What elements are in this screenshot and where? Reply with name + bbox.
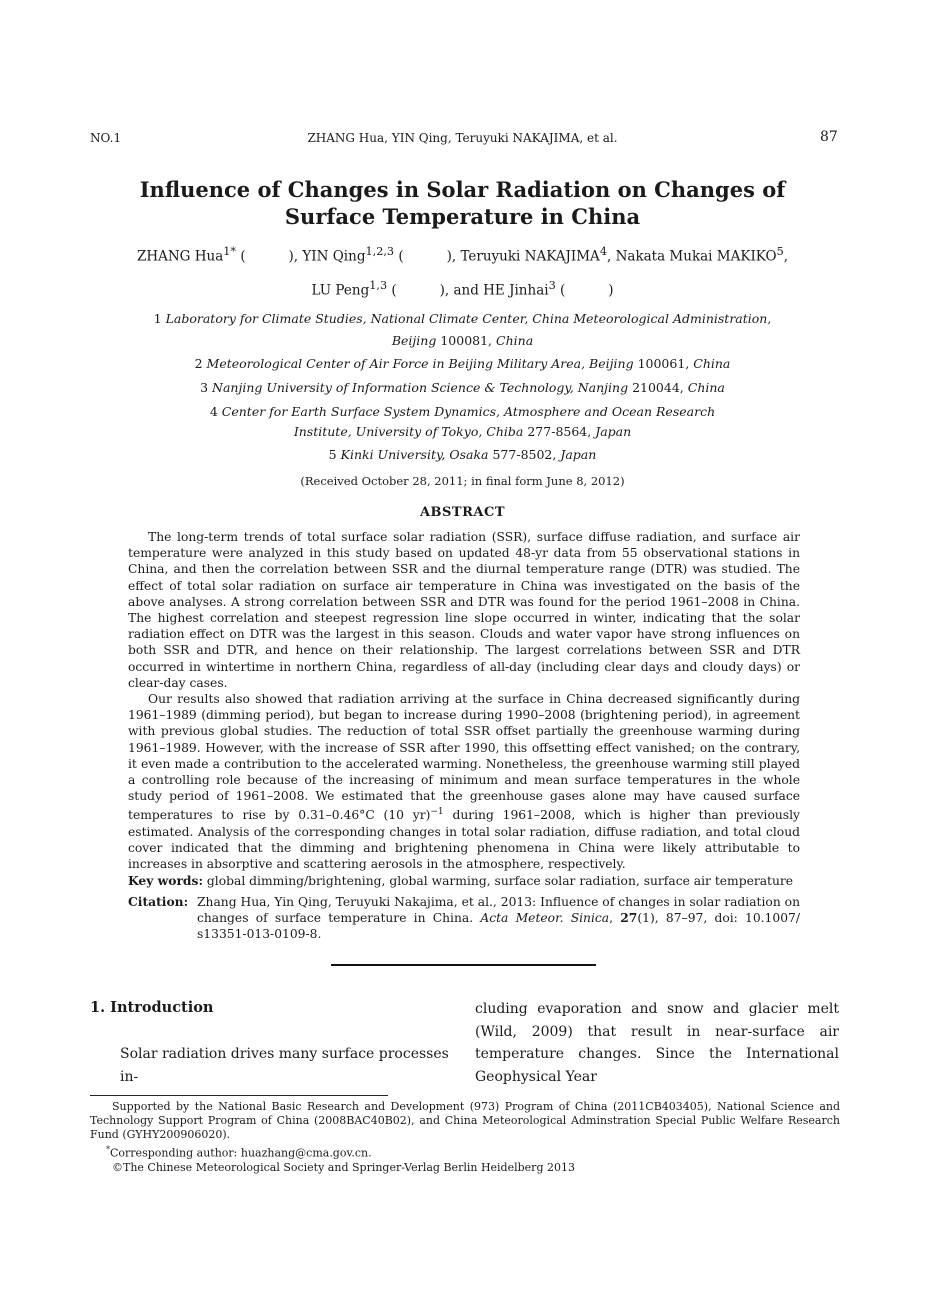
author-chinese-name: ( ),: [398, 248, 457, 265]
received-dates: (Received October 28, 2011; in final form June 8, 2012): [300, 474, 625, 488]
author-superscript: 5: [776, 245, 784, 258]
affiliation-number: 3: [200, 380, 209, 395]
author-name: LU Peng: [311, 282, 370, 299]
affiliation-country: China: [693, 356, 731, 371]
author-name: Nakata Mukai MAKIKO: [615, 248, 777, 265]
citation: [128, 894, 800, 943]
affiliation-number: 1: [153, 311, 162, 326]
affiliation-number: 5: [328, 447, 337, 462]
author-chinese-name: ( ): [560, 282, 614, 299]
affiliation-number: 4: [209, 404, 218, 419]
affiliation-text: Nanjing University of Information Science & Technology, Nanjing: [212, 380, 629, 395]
affiliation-5: [0, 445, 925, 465]
abstract-text: during 1961–2008, which is higher than previously estimated. Analysis of the corresponding changes in total solar radiation, diffuse radiation, and total cloud cover indicated that the dimming and brightening phenomena in China were likely attributable to increases in absorptive and scattering aerosols in the atmosphere, respectively.: [128, 808, 800, 872]
keywords: [128, 873, 808, 889]
corresponding-author: [106, 1143, 856, 1161]
author-name: Teruyuki NAKAJIMA: [460, 248, 600, 265]
affiliation-code: 210044,: [632, 380, 684, 395]
affiliation-code: 100081,: [440, 333, 493, 348]
footnote-rule: [90, 1095, 388, 1096]
author-name: YIN Qing: [302, 248, 366, 265]
affiliation-country: Japan: [560, 447, 597, 462]
author-conjunction: and: [453, 282, 479, 299]
affiliation-3: [0, 378, 925, 398]
author-name: ZHANG Hua: [136, 248, 224, 265]
keywords-label: Key words:: [128, 873, 203, 888]
author-superscript: 4: [599, 245, 607, 258]
affiliation-country: China: [687, 380, 725, 395]
affiliation-4: [0, 402, 925, 442]
abstract-body: [128, 529, 800, 872]
affiliation-code: 100061,: [637, 356, 690, 371]
paper-title: [0, 176, 925, 230]
copyright-icon: ©: [112, 1161, 123, 1174]
title-line-1: Influence of Changes in Solar Radiation on Changes of: [139, 177, 786, 202]
author-superscript: 1,2,3: [365, 245, 395, 258]
citation-label: Citation:: [128, 894, 189, 909]
affiliation-text: Laboratory for Climate Studies, National Climate Center, China Meteorological Administration,: [165, 311, 772, 326]
copyright-notice: [112, 1161, 862, 1175]
affiliation-text: Kinki University, Osaka: [340, 447, 489, 462]
citation-volume: 27: [620, 910, 638, 926]
authors-line-1: [0, 245, 925, 265]
author-superscript: 1,3: [369, 279, 388, 292]
section-divider: [331, 964, 596, 966]
author-chinese-name: ( ),: [240, 248, 299, 265]
affiliation-text: Institute, University of Tokyo, Chiba: [293, 424, 524, 439]
copyright-text: The Chinese Meteorological Society and Springer-Verlag Berlin Heidelberg 2013: [123, 1161, 575, 1174]
abstract-text: Our results also showed that radiation arriving at the surface in China decreased significantly during 1961–1989 (dimming period), but began to increase during 1990–2008 (brightening period), in agreement with previous global studies. The reduction of total SSR offset partially the greenhouse warming during 1961–1989. However, with the increase of SSR after 1990, this offsetting effect vanished; on the contrary, it even made a contribution to the accelerated warming. Nonetheless, the greenhouse warming still played a controlling role because of the increasing of minimum and mean surface temperatures in the whole study period of 1961–2008. We estimated that the greenhouse gases alone may have caused surface temperatures to rise by 0.31–0.46°C (10 yr): [128, 692, 800, 823]
citation-text: (1), 87–97, doi: 10.1007/ s13351-013-0109-8.: [197, 911, 800, 942]
affiliation-2: [0, 354, 925, 374]
author-name: HE Jinhai: [483, 282, 549, 299]
author-superscript: 1*: [223, 245, 237, 258]
abstract-heading: ABSTRACT: [419, 505, 506, 520]
citation-body: Zhang Hua, Yin Qing, Teruyuki Nakajima, et al., 2013: Influence of changes in solar radiation on changes of surface temperature in China. Acta Meteor. Sinica, 27(1), 87–97, doi: 10.1007/ s13351-013-0109-8.: [197, 895, 800, 942]
keywords-text: global dimming/brightening, global warming, surface solar radiation, surface air temperature: [206, 874, 794, 888]
author-separator: ,: [783, 248, 789, 265]
funding-footnote: Supported by the National Basic Research and Development (973) Program of China (2011CB403405), National Science and Technology Support Program of China (2008BAC40B02), and China Meteorological Adminstration Special Public Welfare Research Fund (GYHY200906020).: [90, 1100, 840, 1141]
citation-journal[interactable]: Acta Meteor. Sinica: [480, 911, 610, 926]
author-superscript: 3: [548, 279, 556, 292]
affiliation-number: 2: [194, 356, 203, 371]
affiliation-text: Center for Earth Surface System Dynamics, Atmosphere and Ocean Research: [221, 404, 716, 419]
citation-text: Zhang Hua, Yin Qing, Teruyuki Nakajima, et al., 2013: Influence of changes in solar radiation on changes of surface temperature in China.: [197, 895, 800, 926]
affiliation-code: 577-8502,: [492, 447, 557, 462]
title-line-2: Surface Temperature in China: [284, 204, 641, 229]
author-chinese-name: ( ),: [391, 282, 450, 299]
intro-right-column: cluding evaporation and snow and glacier melt (Wild, 2009) that result in near-surface air temperature changes. Since the International Geophysical Year: [475, 1001, 839, 1085]
affiliation-country: China: [496, 333, 534, 348]
intro-left-column: Solar radiation drives many surface processes in-: [120, 1046, 449, 1085]
corresponding-text: Corresponding author: huazhang@cma.gov.cn.: [110, 1146, 372, 1160]
affiliation-country: Japan: [595, 424, 632, 439]
page-number: 87: [820, 129, 838, 145]
running-authors: ZHANG Hua, YIN Qing, Teruyuki NAKAJIMA, et al.: [307, 131, 618, 145]
section-heading-introduction: 1. Introduction: [90, 999, 214, 1016]
author-separator: ,: [606, 248, 612, 265]
affiliation-1: [0, 309, 925, 351]
abstract-paragraph-2: [128, 691, 800, 872]
journal-issue: NO.1: [90, 131, 122, 145]
abstract-paragraph-1: The long-term trends of total surface solar radiation (SSR), surface diffuse radiation, and surface air temperature were analyzed in this study based on updated 48-yr data from 55 observational stations in China, and then the correlation between SSR and the diurnal temperature range (DTR) was studied. The effect of total solar radiation on surface air temperature in China was investigated on the basis of the above analyses. A strong correlation between SSR and DTR was found for the period 1961–2008 in China. The highest correlation and steepest regression line slope occurred in winter, indicating that the solar radiation effect on DTR was the largest in this season. Clouds and water vapor have strong influences on both SSR and DTR, and hence on their relationship. The largest correlations between SSR and DTR occurred in wintertime in northern China, regardless of all-day (including clear days and cloudy days) or clear-day cases.: [128, 530, 800, 690]
affiliation-code: 277-8564,: [527, 424, 592, 439]
affiliation-text: Meteorological Center of Air Force in Beijing Military Area, Beijing: [206, 356, 634, 371]
authors-line-2: [0, 279, 925, 299]
footnote-marker: *: [106, 1145, 110, 1154]
exponent: −1: [430, 807, 444, 818]
affiliation-city: Beijing: [391, 333, 437, 348]
